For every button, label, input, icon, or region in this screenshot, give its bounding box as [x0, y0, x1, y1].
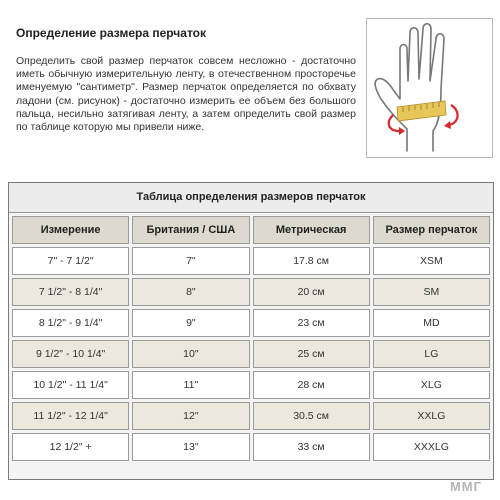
- cell-glove-size: XXXLG: [373, 433, 490, 461]
- header-metric: Метрическая: [253, 216, 370, 244]
- cell-glove-size: MD: [373, 309, 490, 337]
- cell-measurement: 9 1/2" - 10 1/4": [12, 340, 129, 368]
- cell-glove-size: XXLG: [373, 402, 490, 430]
- cell-measurement: 10 1/2" - 11 1/4": [12, 371, 129, 399]
- cell-metric: 28 см: [253, 371, 370, 399]
- cell-metric: 30.5 см: [253, 402, 370, 430]
- cell-measurement: 8 1/2" - 9 1/4": [12, 309, 129, 337]
- table-caption: Таблица определения размеров перчаток: [9, 183, 493, 213]
- cell-uk-us: 11": [132, 371, 249, 399]
- table-row: [12, 340, 490, 368]
- header-uk-us: Британия / США: [132, 216, 249, 244]
- hand-icon: [367, 19, 492, 157]
- cell-measurement: 12 1/2" +: [12, 433, 129, 461]
- cell-metric: 25 см: [253, 340, 370, 368]
- table-header-row: [12, 216, 490, 244]
- hand-measure-illustration: [366, 18, 493, 158]
- size-grid: [9, 213, 493, 464]
- cell-uk-us: 7": [132, 247, 249, 275]
- cell-measurement: 7 1/2" - 8 1/4": [12, 278, 129, 306]
- table-row: [12, 433, 490, 461]
- cell-glove-size: LG: [373, 340, 490, 368]
- cell-metric: 33 см: [253, 433, 370, 461]
- cell-metric: 17.8 см: [253, 247, 370, 275]
- cell-uk-us: 10": [132, 340, 249, 368]
- page-title: Определение размера перчаток: [16, 26, 207, 40]
- cell-glove-size: SM: [373, 278, 490, 306]
- cell-metric: 23 см: [253, 309, 370, 337]
- intro-text: Определить свой размер перчаток совсем несложно - достаточно иметь обычную измерительную ленту, в отечественном просторечье именуемую "сантиметр". Размер перчаток определяется по обхвату ладони (см. рисунок) - достаточно измерить ее объем без большого пальца, несильно затягивая ленту, а затем определить свой размер по таблице которую мы привели ниже.: [16, 55, 356, 134]
- header-glove-size: Размер перчаток: [373, 216, 490, 244]
- cell-uk-us: 12": [132, 402, 249, 430]
- cell-uk-us: 8": [132, 278, 249, 306]
- table-row: [12, 278, 490, 306]
- cell-measurement: 11 1/2" - 12 1/4": [12, 402, 129, 430]
- table-row: [12, 371, 490, 399]
- cell-metric: 20 см: [253, 278, 370, 306]
- table-row: [12, 309, 490, 337]
- cell-measurement: 7" - 7 1/2": [12, 247, 129, 275]
- table-row: [12, 247, 490, 275]
- cell-glove-size: XLG: [373, 371, 490, 399]
- cell-glove-size: XSM: [373, 247, 490, 275]
- cell-uk-us: 13": [132, 433, 249, 461]
- size-table: [8, 182, 494, 480]
- header-measurement: Измерение: [12, 216, 129, 244]
- cell-uk-us: 9": [132, 309, 249, 337]
- watermark: ММГ: [449, 479, 482, 494]
- table-row: [12, 402, 490, 430]
